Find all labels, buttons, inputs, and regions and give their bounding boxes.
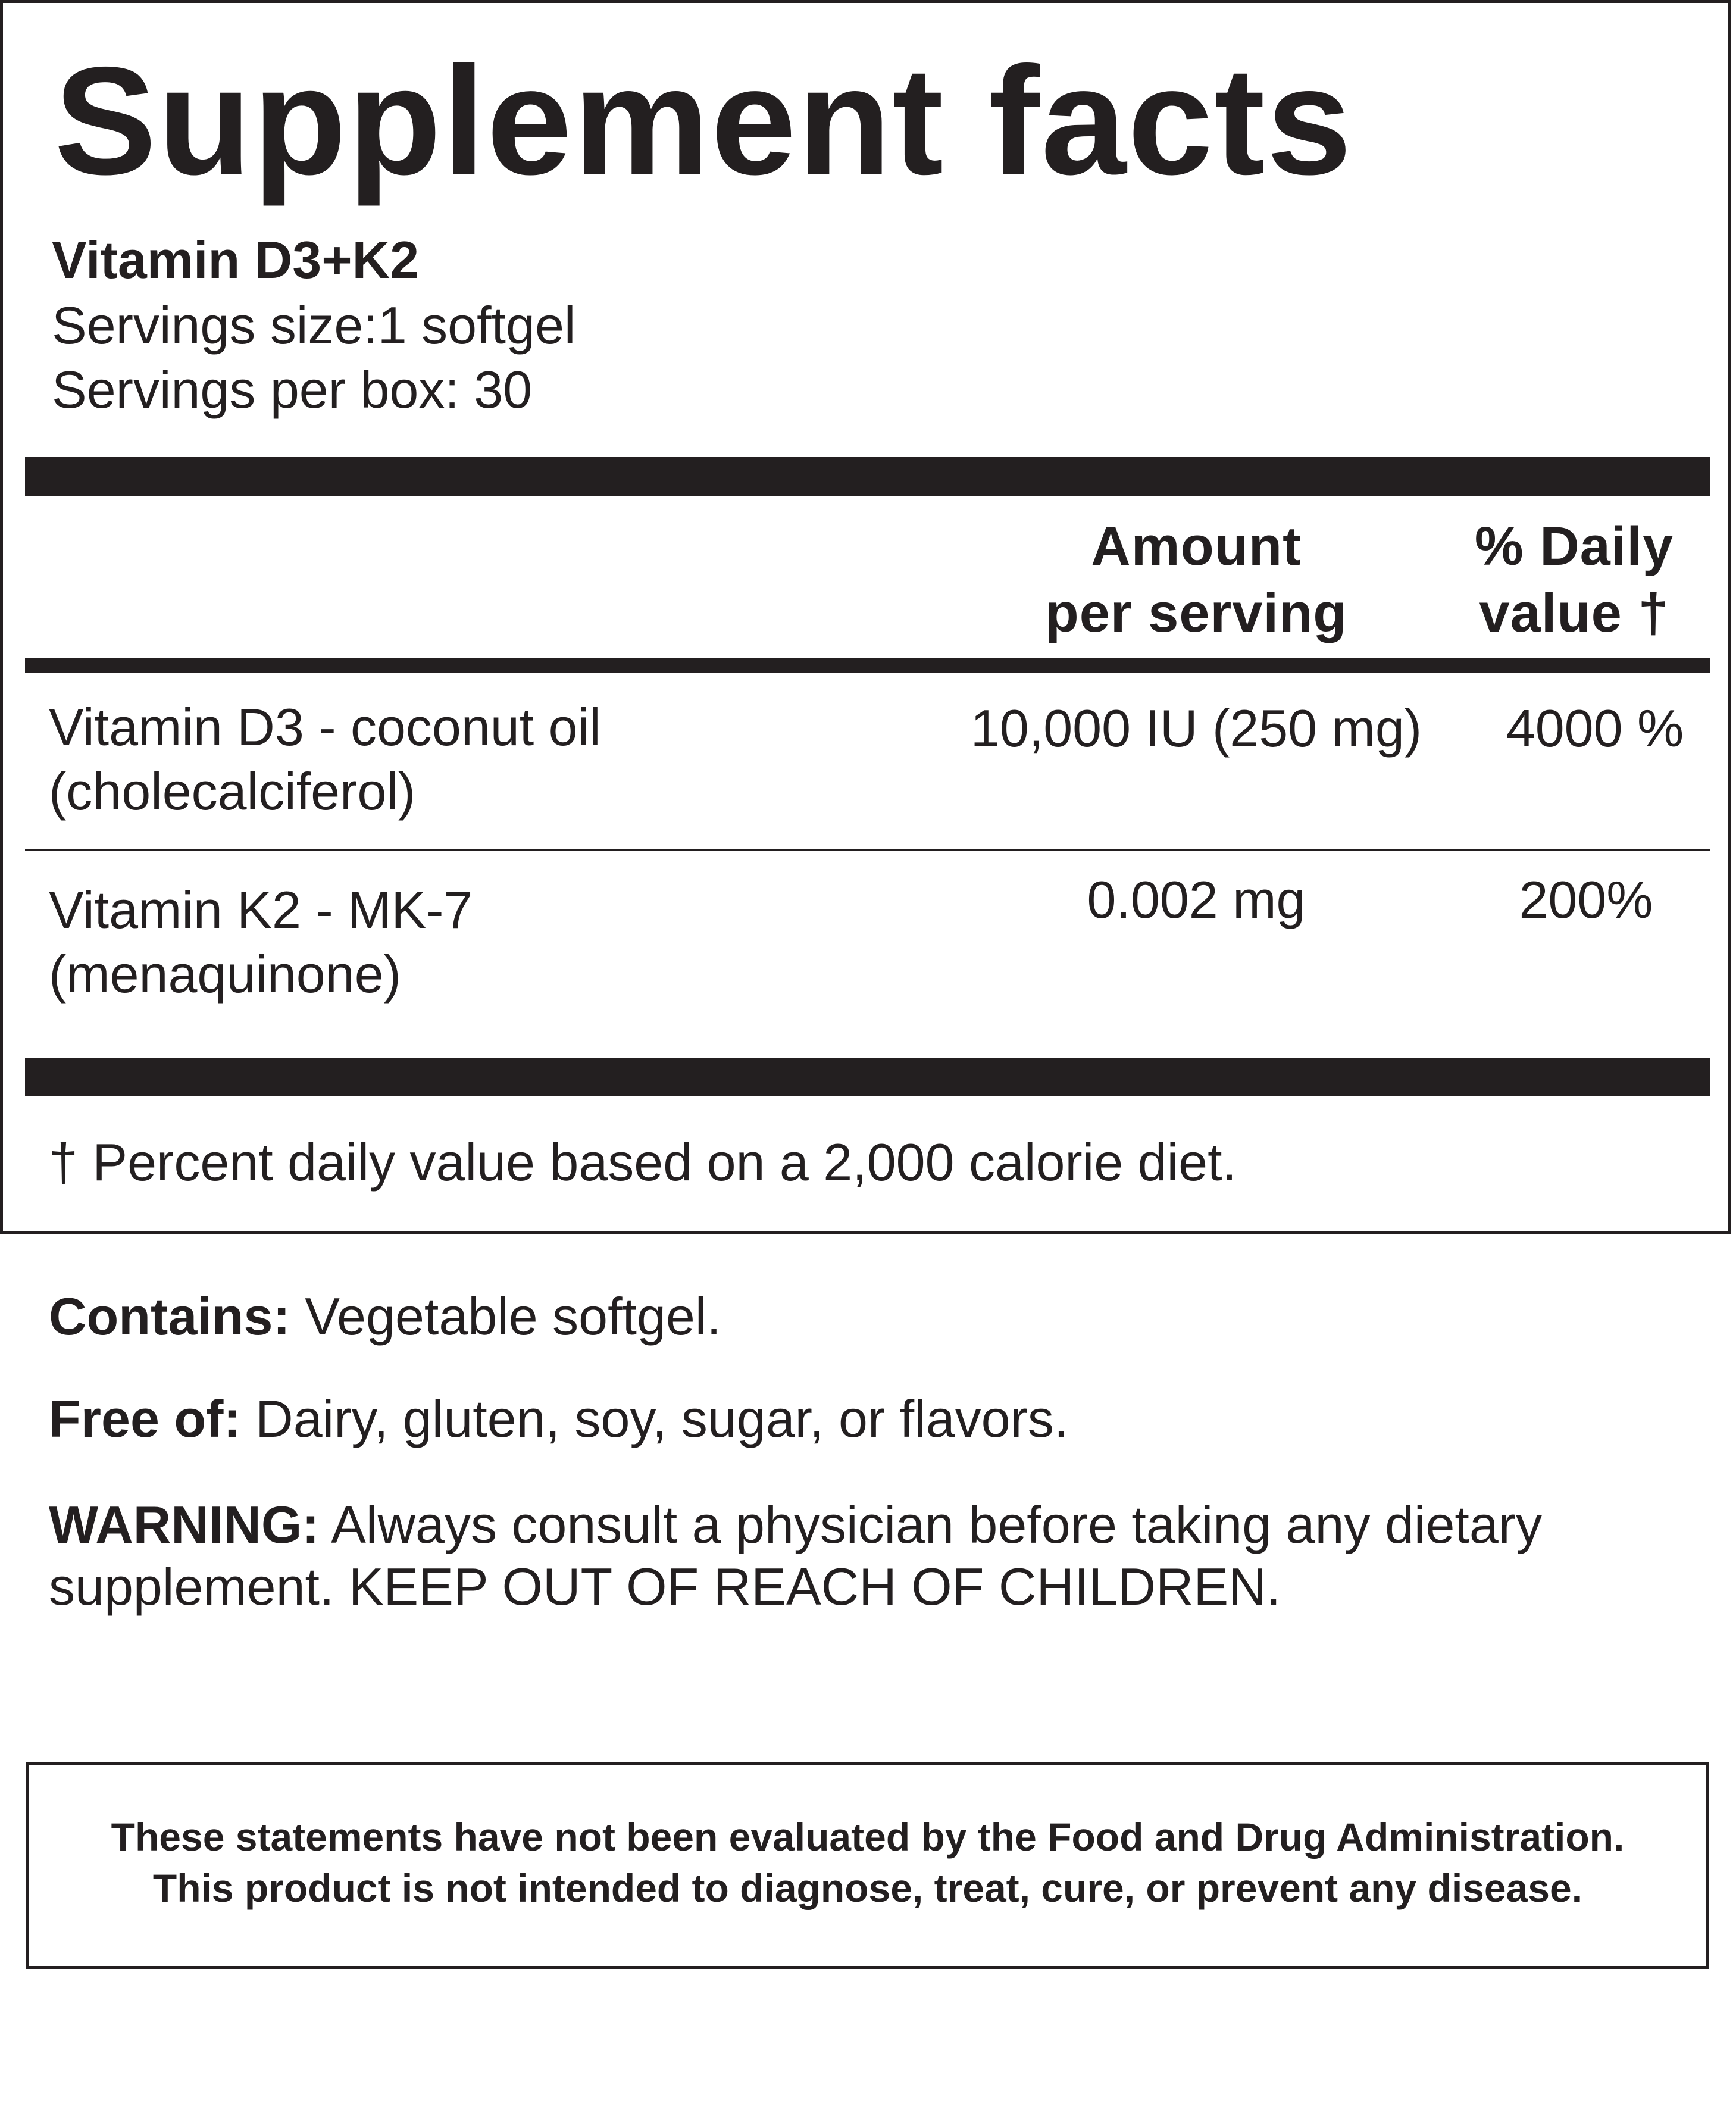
daily-value-footnote: † Percent daily value based on a 2,000 calorie diet. (49, 1133, 1237, 1192)
nutrient-name-line1: Vitamin D3 - coconut oil (49, 698, 601, 757)
panel-title: Supplement facts (54, 35, 1353, 207)
warning-label: WARNING: (49, 1495, 320, 1554)
contains-text: Vegetable softgel. (290, 1287, 721, 1346)
header-divider (25, 658, 1710, 673)
disclaimer-line1: These statements have not been evaluated by the Food and Drug Administration. (111, 1815, 1625, 1859)
warning-statement (49, 1494, 1542, 1618)
column-header-amount-line1: Amount (1091, 516, 1302, 577)
column-header-daily-value (1440, 513, 1708, 646)
nutrient-daily-value-vitamin-k2: 200% (1519, 870, 1653, 929)
nutrient-name-line1: Vitamin K2 - MK-7 (49, 880, 473, 939)
column-header-daily-line1: % Daily (1474, 516, 1674, 577)
nutrient-name-line2: (cholecalciferol) (49, 762, 416, 821)
contains-statement (49, 1286, 721, 1348)
nutrient-name-vitamin-d3 (49, 695, 601, 824)
warning-text-line1: Always consult a physician before taking any dietary (319, 1495, 1543, 1554)
thick-divider-top (25, 457, 1710, 496)
disclaimer-line2: This product is not intended to diagnose, treat, cure, or prevent any disease. (152, 1866, 1583, 1910)
contains-label: Contains: (49, 1287, 290, 1346)
servings-per-box: Servings per box: 30 (52, 360, 533, 419)
nutrient-name-vitamin-k2 (49, 878, 473, 1007)
nutrient-daily-value-vitamin-d3: 4000 % (1506, 699, 1684, 758)
free-of-text: Dairy, gluten, soy, sugar, or flavors. (240, 1389, 1069, 1448)
column-header-daily-line2: value † (1479, 583, 1669, 643)
free-of-statement (49, 1388, 1068, 1450)
warning-line1 (49, 1494, 1542, 1556)
fda-disclaimer-box (26, 1762, 1709, 1969)
row-divider (25, 849, 1710, 851)
column-header-amount (976, 513, 1416, 646)
nutrient-name-line2: (menaquinone) (49, 945, 401, 1004)
product-name: Vitamin D3+K2 (52, 230, 420, 289)
column-header-amount-line2: per serving (1045, 583, 1347, 643)
thick-divider-bottom (25, 1058, 1710, 1096)
nutrient-amount-vitamin-k2: 0.002 mg (1087, 870, 1306, 929)
warning-text-line2: supplement. KEEP OUT OF REACH OF CHILDREN. (49, 1557, 1281, 1616)
nutrient-amount-vitamin-d3: 10,000 IU (250 mg) (970, 699, 1422, 758)
serving-size: Servings size:1 softgel (52, 296, 576, 355)
free-of-label: Free of: (49, 1389, 241, 1448)
